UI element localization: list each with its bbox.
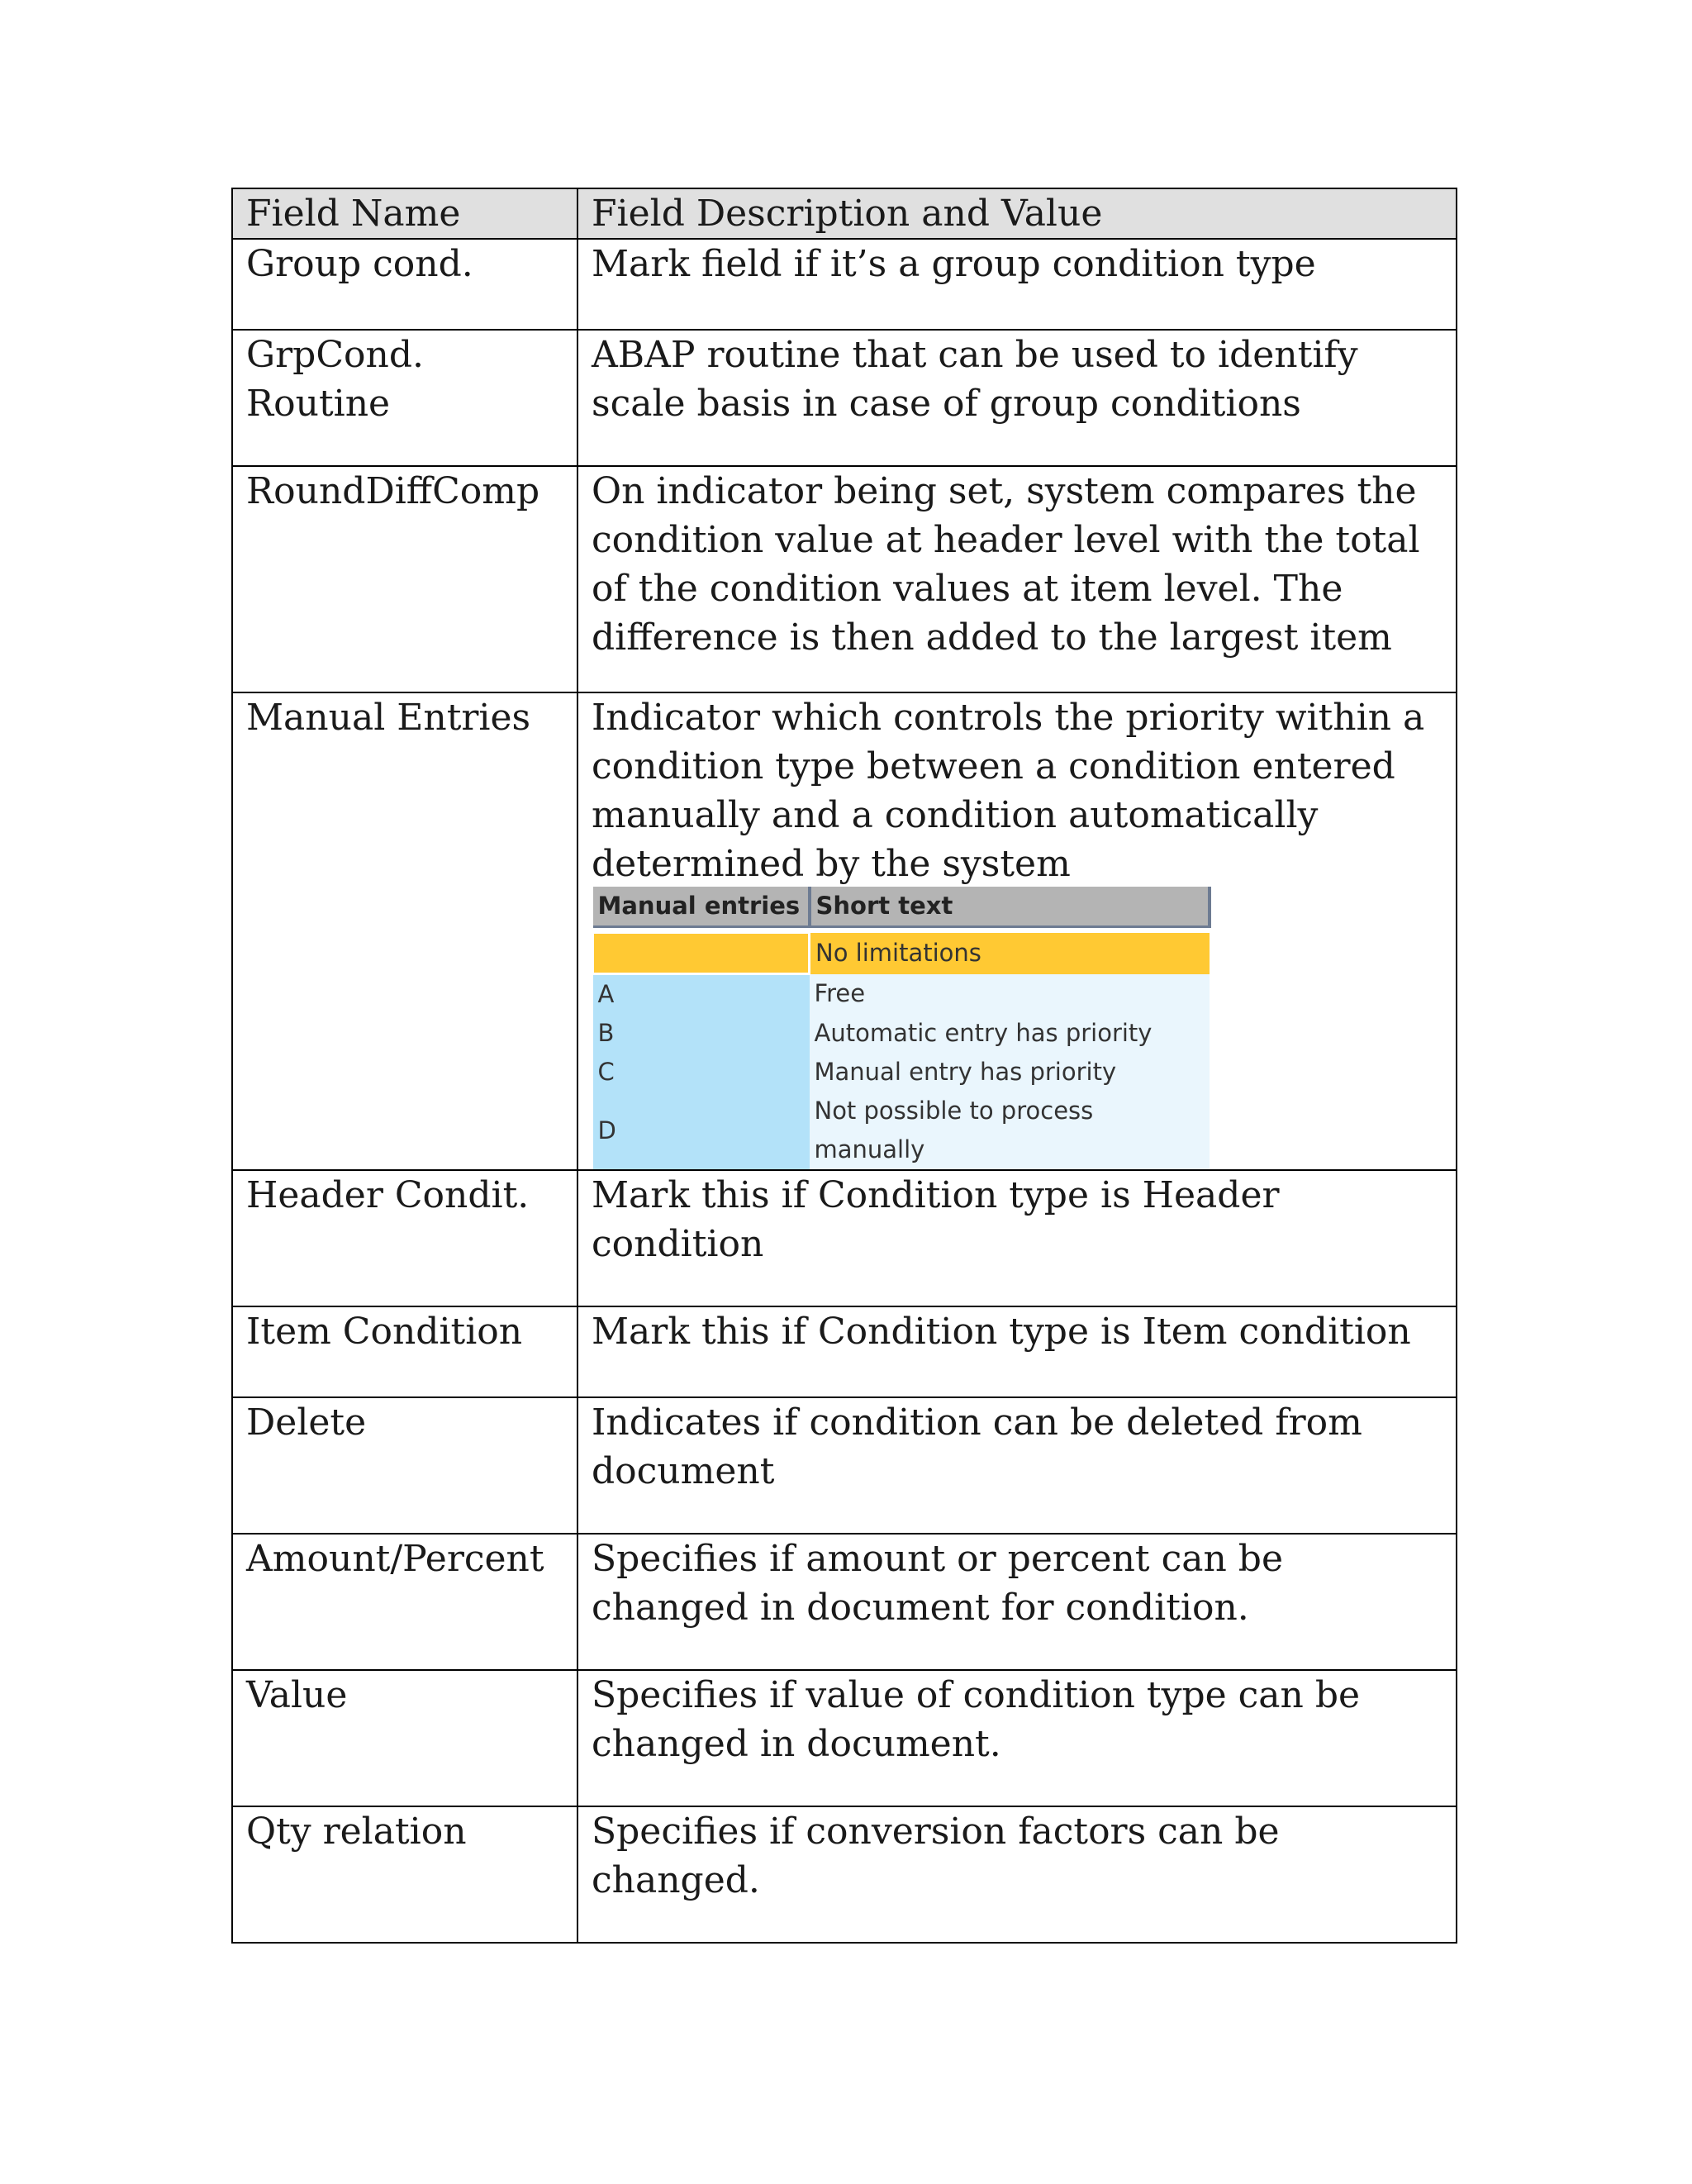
grid-text-cell[interactable]: Manual entry has priority [810, 1053, 1210, 1092]
table-row [232, 330, 1457, 466]
table-row [232, 1397, 1457, 1534]
row-field-name: Group cond. [232, 239, 577, 330]
grid-row[interactable] [593, 1092, 1210, 1169]
table-row [232, 1306, 1457, 1397]
row-field-description: Indicator which controls the priority within a condition type between a condition entered manually and a condition automatically determined by the system [592, 697, 1425, 885]
table-row [232, 1806, 1457, 1943]
row-field-description: Mark field if it’s a group condition type [577, 239, 1457, 330]
field-table [231, 188, 1457, 1944]
grid-key-cell[interactable]: B [593, 1014, 810, 1053]
row-field-description: ABAP routine that can be used to identify scale basis in case of group conditions [577, 330, 1457, 466]
grid-key-cell[interactable] [593, 933, 810, 974]
row-field-name: GrpCond. Routine [232, 330, 577, 466]
table-row [232, 1170, 1457, 1306]
table-row [232, 1670, 1457, 1806]
grid-header-short-text[interactable]: Short text [810, 887, 1210, 927]
row-field-name: Delete [232, 1397, 577, 1534]
header-field-name: Field Name [232, 188, 577, 239]
row-field-description: Indicates if condition can be deleted from document [577, 1397, 1457, 1534]
row-field-description: Specifies if conversion factors can be changed. [577, 1806, 1457, 1943]
grid-text-cell[interactable]: No limitations [810, 933, 1210, 974]
row-field-description-cell [577, 692, 1457, 1170]
table-header-row [232, 188, 1457, 239]
row-field-description: Mark this if Condition type is Item condition [577, 1306, 1457, 1397]
row-field-name: Item Condition [232, 1306, 577, 1397]
grid-spacer [593, 927, 1210, 933]
table-row [232, 466, 1457, 692]
row-field-description: Mark this if Condition type is Header condition [577, 1170, 1457, 1306]
grid-text-cell[interactable]: Not possible to process manually [810, 1092, 1210, 1169]
grid-text-cell[interactable]: Free [810, 974, 1210, 1015]
grid-row-selected[interactable] [593, 933, 1210, 974]
row-field-name: Manual Entries [232, 692, 577, 1170]
table-row [232, 1534, 1457, 1670]
table-row [232, 239, 1457, 330]
grid-header-row [593, 887, 1210, 927]
grid-row[interactable] [593, 974, 1210, 1015]
grid-key-cell[interactable]: C [593, 1053, 810, 1092]
grid-header-manual-entries[interactable]: Manual entries [593, 887, 810, 927]
grid-key-cell[interactable]: D [593, 1092, 810, 1169]
row-field-description: Specifies if value of condition type can be changed in document. [577, 1670, 1457, 1806]
manual-entries-grid [592, 887, 1211, 1169]
grid-row[interactable] [593, 1053, 1210, 1092]
row-field-description: Specifies if amount or percent can be changed in document for condition. [577, 1534, 1457, 1670]
row-field-name: Header Condit. [232, 1170, 577, 1306]
row-field-name: RoundDiffComp [232, 466, 577, 692]
row-field-name: Value [232, 1670, 577, 1806]
grid-text-cell[interactable]: Automatic entry has priority [810, 1014, 1210, 1053]
row-field-name: Amount/Percent [232, 1534, 577, 1670]
header-field-description: Field Description and Value [577, 188, 1457, 239]
grid-key-cell[interactable]: A [593, 974, 810, 1015]
table-row [232, 692, 1457, 1170]
grid-row[interactable] [593, 1014, 1210, 1053]
row-field-name: Qty relation [232, 1806, 577, 1943]
row-field-description: On indicator being set, system compares the condition value at header level with the total of the condition values at item level. The difference is then added to the largest item [577, 466, 1457, 692]
